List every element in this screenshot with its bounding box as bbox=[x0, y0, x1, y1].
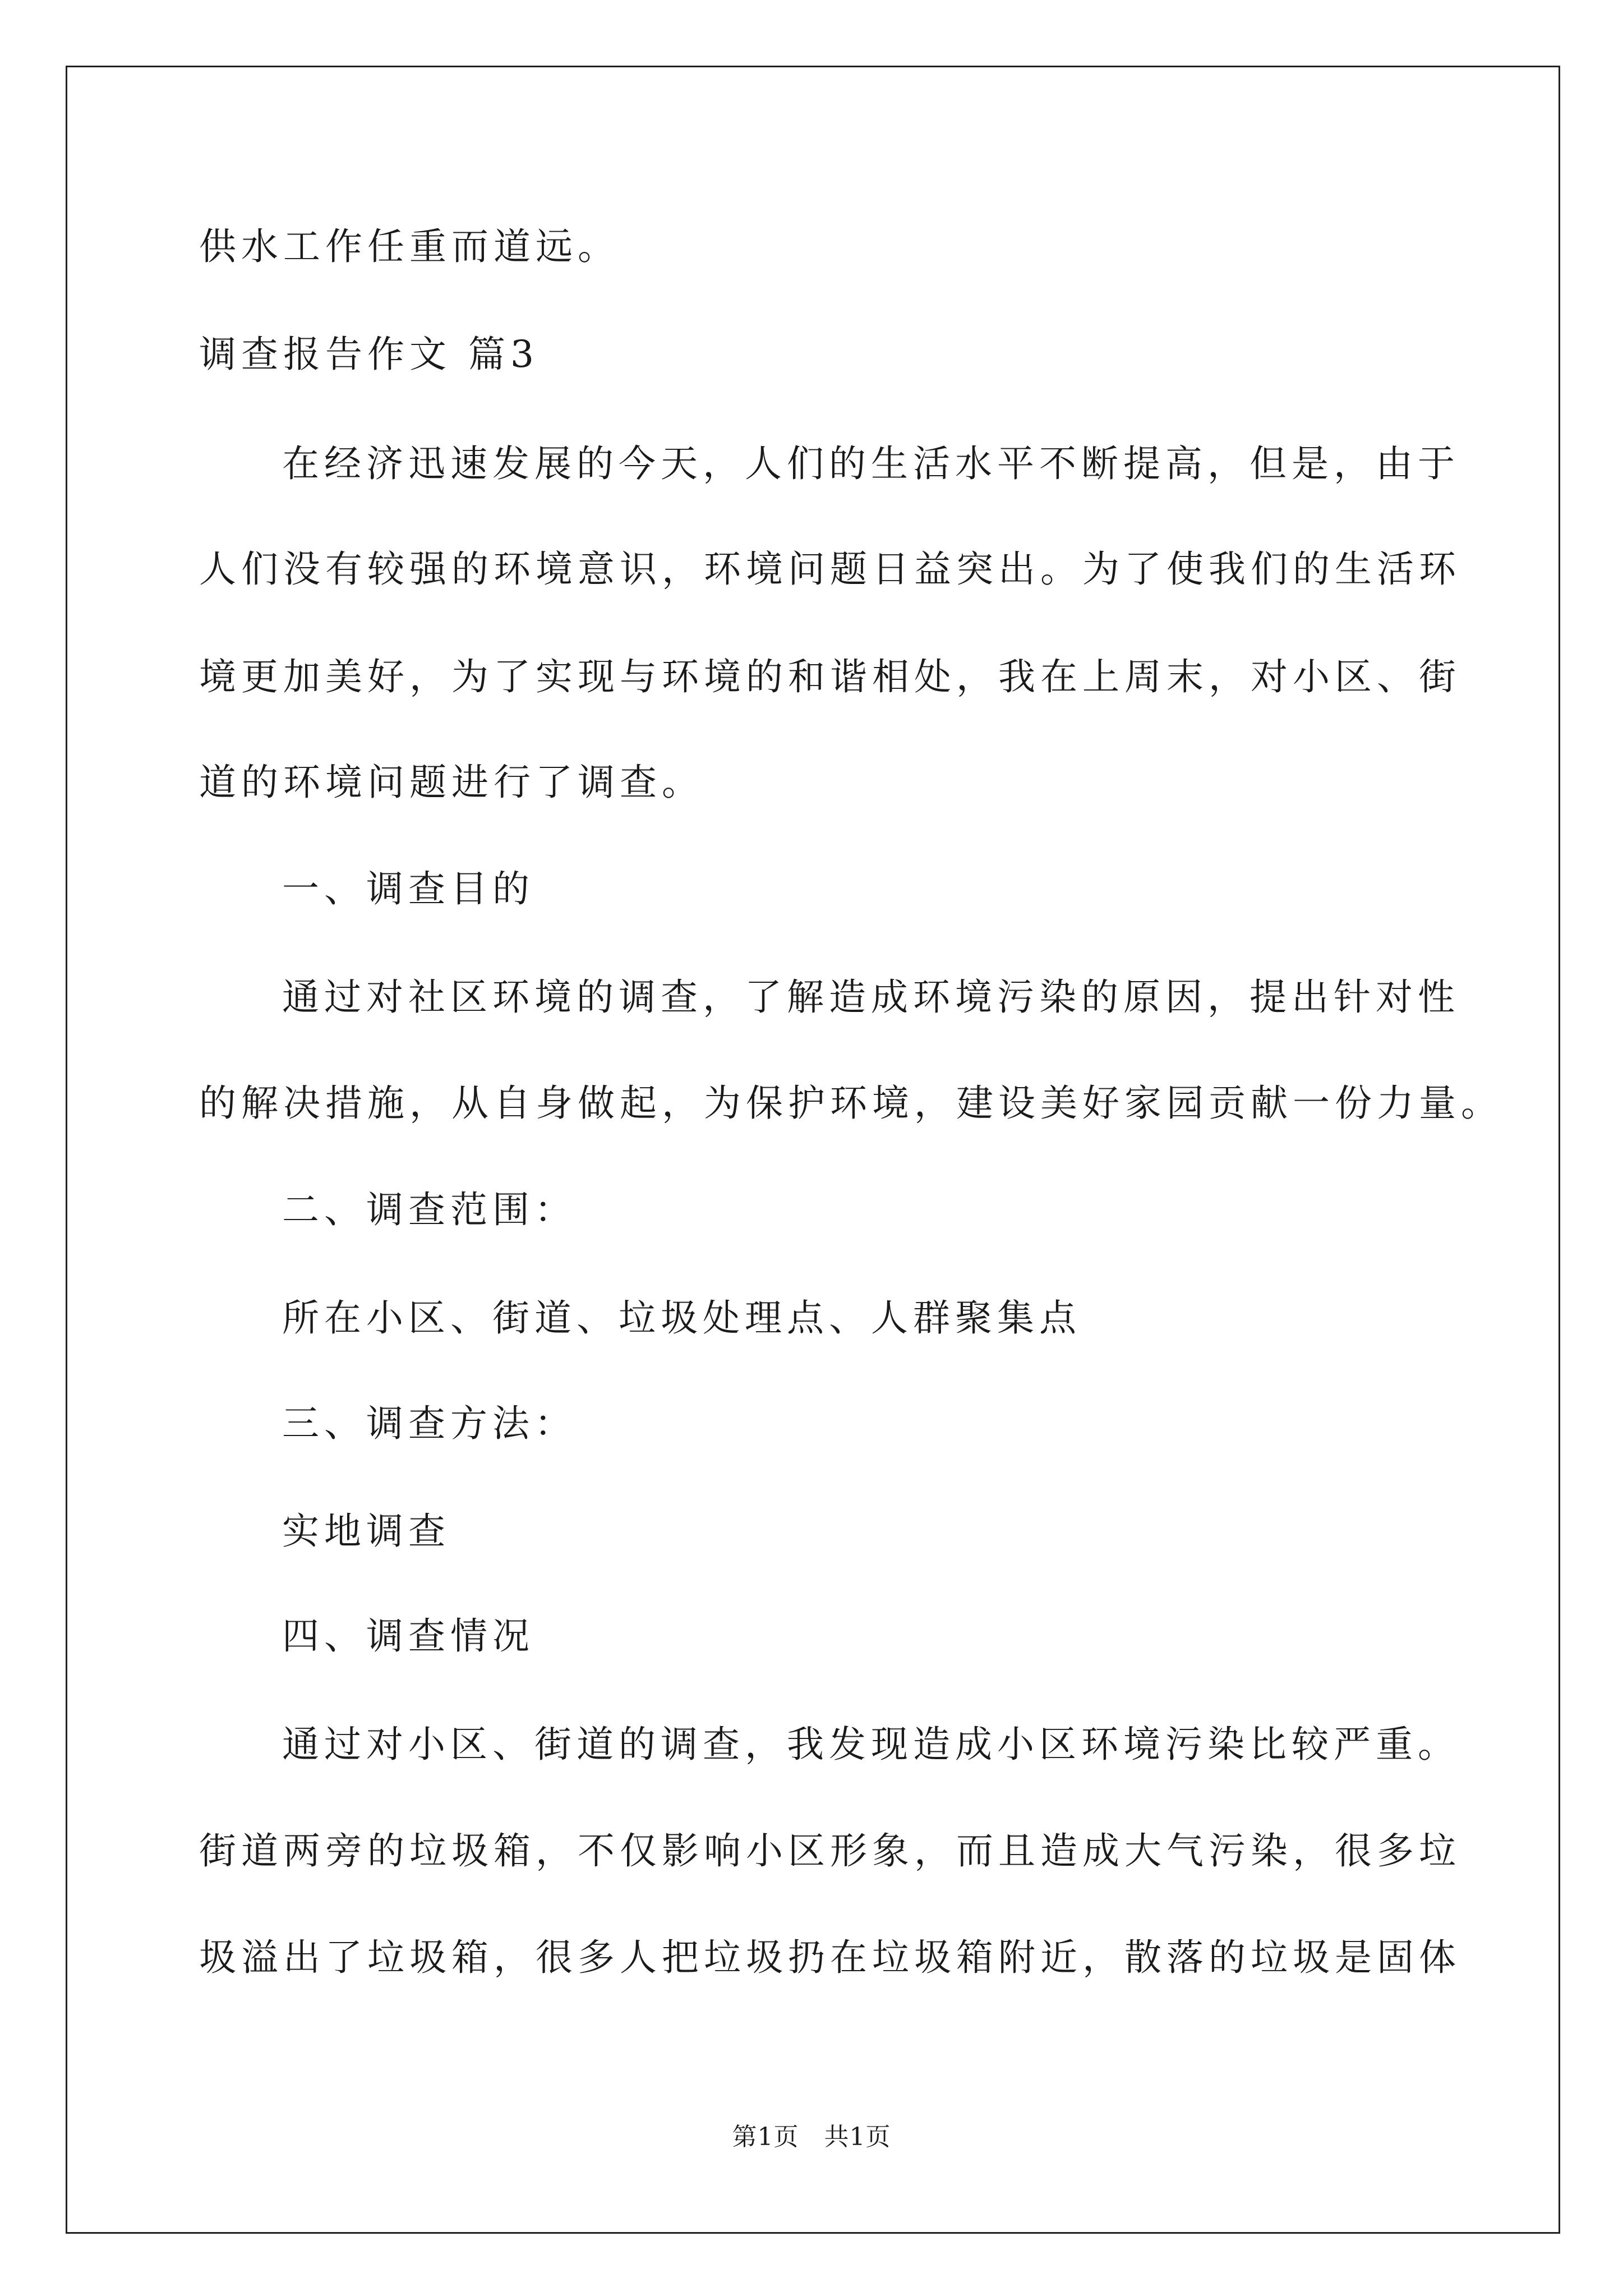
paragraph-line: 人们没有较强的环境意识，环境问题日益突出。为了使我们的生活环 bbox=[199, 547, 1461, 591]
subheading-scope: 二、调查范围： bbox=[282, 1188, 577, 1231]
paragraph-line: 的解决措施，从自身做起，为保护环境，建设美好家园贡献一份力量。 bbox=[199, 1082, 1503, 1125]
subheading-purpose: 一、调查目的 bbox=[282, 867, 534, 910]
page-number-footer: 第1页 共1页 bbox=[732, 2123, 891, 2151]
page-border bbox=[66, 66, 1560, 2234]
paragraph-line: 实地调查 bbox=[282, 1510, 450, 1553]
subheading-situation: 四、调查情况 bbox=[282, 1614, 534, 1658]
paragraph-line: 境更加美好，为了实现与环境的和谐相处，我在上周末，对小区、街 bbox=[199, 655, 1461, 698]
paragraph-line: 街道两旁的垃圾箱，不仅影响小区形象，而且造成大气污染，很多垃 bbox=[199, 1829, 1461, 1872]
paragraph-line: 圾溢出了垃圾箱，很多人把垃圾扔在垃圾箱附近，散落的垃圾是固体 bbox=[199, 1936, 1461, 1979]
paragraph-line: 供水工作任重而道远。 bbox=[199, 225, 620, 268]
section-heading: 调查报告作文 篇3 bbox=[199, 333, 539, 376]
subheading-method: 三、调查方法： bbox=[282, 1402, 577, 1445]
paragraph-line: 通过对小区、街道的调查，我发现造成小区环境污染比较严重。 bbox=[282, 1723, 1460, 1766]
paragraph-line: 道的环境问题进行了调查。 bbox=[199, 761, 704, 804]
paragraph-line: 通过对社区环境的调查，了解造成环境污染的原因，提出针对性 bbox=[282, 976, 1460, 1019]
paragraph-line: 所在小区、街道、垃圾处理点、人群聚集点 bbox=[282, 1296, 1081, 1340]
paragraph-line: 在经济迅速发展的今天，人们的生活水平不断提高，但是，由于 bbox=[282, 442, 1460, 485]
